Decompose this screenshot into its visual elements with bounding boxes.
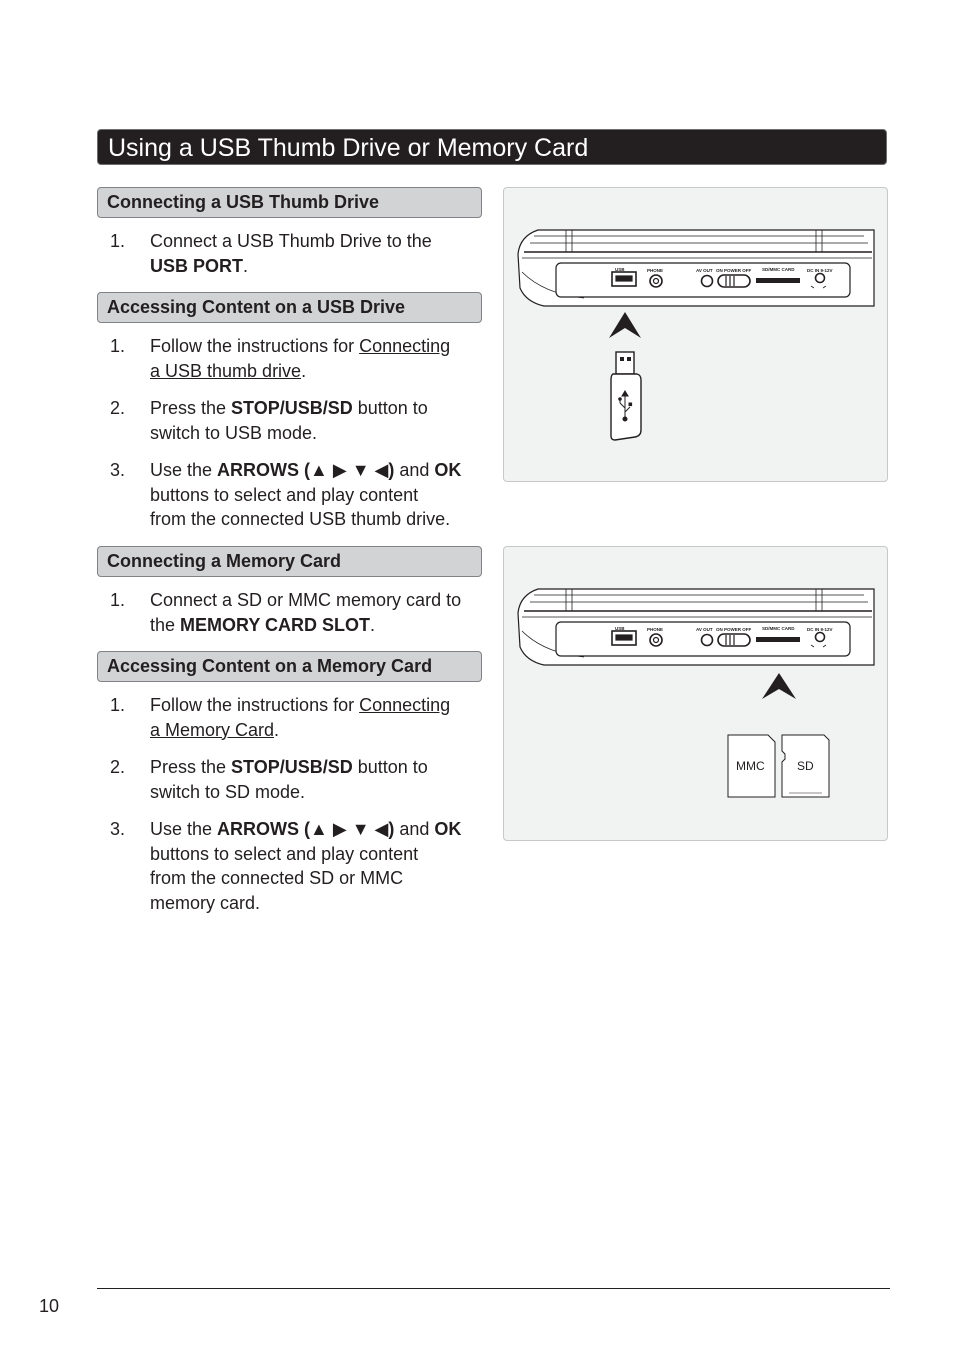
section-heading-access-card: Accessing Content on a Memory Card [97, 651, 482, 682]
usb-port-print: USB [615, 267, 625, 272]
power-switch-print: ON POWER OFF [716, 268, 752, 273]
section-heading-connect-usb: Connecting a USB Thumb Drive [97, 187, 482, 218]
sd-label: SD [797, 759, 814, 773]
page-number: 10 [39, 1296, 60, 1316]
link-connecting-usb-cont[interactable]: a USB thumb drive [150, 360, 302, 381]
link-connecting-card[interactable]: Connecting [359, 695, 451, 715]
link-connecting-usb[interactable]: Connecting [359, 336, 451, 356]
page-title: Using a USB Thumb Drive or Memory Card [97, 129, 887, 165]
av-out-print: AV OUT [696, 268, 713, 273]
card-slot-print: SD/MMC CARD [762, 267, 795, 272]
phone-jack-print: PHONE [647, 627, 664, 632]
av-out-print: AV OUT [696, 627, 713, 632]
card-slot-print: SD/MMC CARD [762, 626, 795, 631]
figure-usb-connection [503, 187, 888, 482]
dc-in-print: DC IN 9-12V [807, 268, 833, 273]
figure-card-connection [503, 546, 888, 841]
step-number: 1. [110, 231, 126, 251]
usb-port-label: USB PORT [150, 255, 244, 276]
step-text: Connect a USB Thumb Drive to the [150, 231, 432, 251]
usb-port-print: USB [615, 626, 625, 631]
footer-rule [97, 1288, 890, 1289]
phone-jack-print: PHONE [647, 268, 664, 273]
mmc-label: MMC [736, 759, 765, 773]
power-switch-print: ON POWER OFF [716, 627, 752, 632]
memory-card-slot-label: MEMORY CARD SLOT [180, 614, 371, 635]
dc-in-print: DC IN 9-12V [807, 627, 833, 632]
insert-arrow-icon [609, 312, 641, 338]
section-heading-connect-card: Connecting a Memory Card [97, 546, 482, 577]
link-connecting-card-cont[interactable]: a Memory Card [150, 719, 275, 740]
insert-arrow-icon [762, 673, 796, 699]
section-heading-access-usb: Accessing Content on a USB Drive [97, 292, 482, 323]
